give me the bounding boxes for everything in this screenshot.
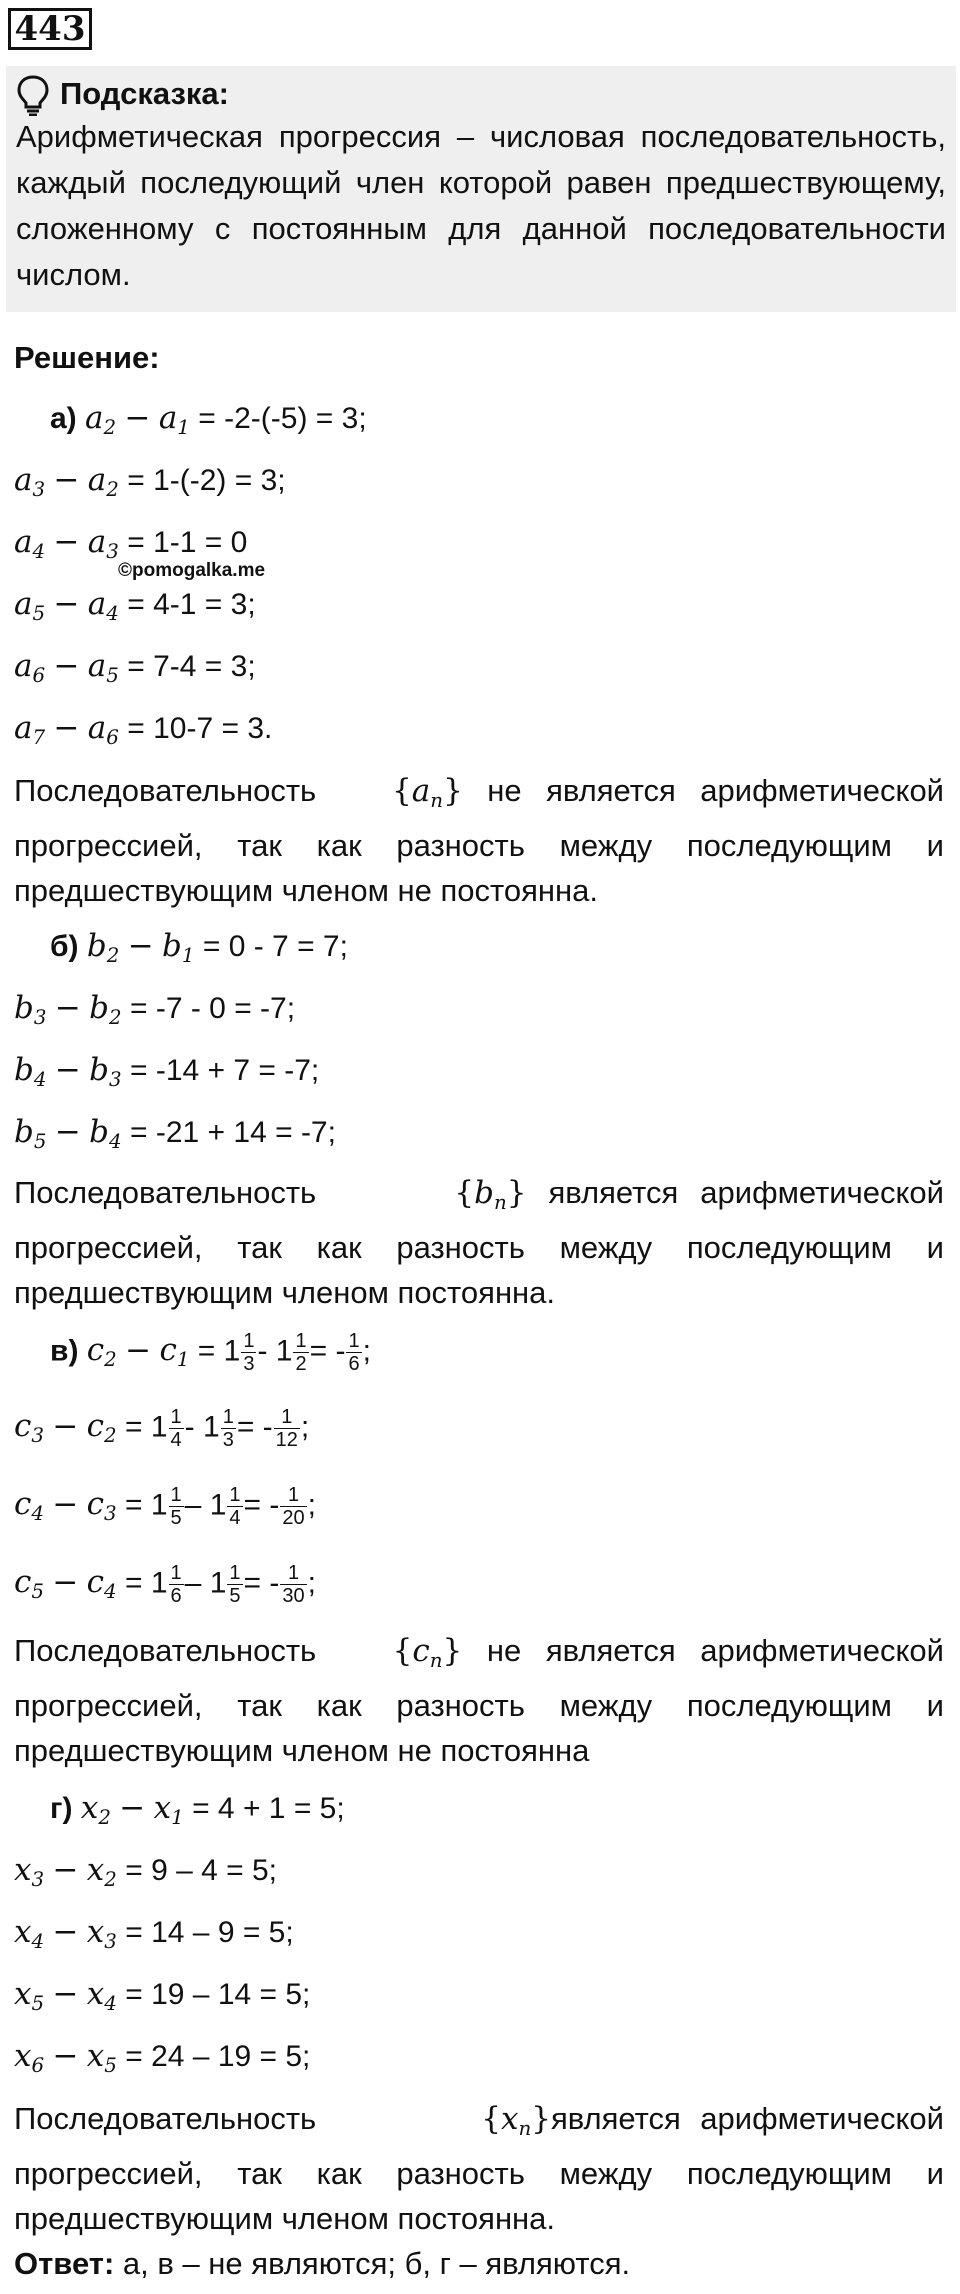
part-b-line-2: $b_3 - b_2 = -7 - 0 = -7$;	[14, 990, 296, 1029]
part-g-line-1: г) $x_2 - x_1 = 4 + 1 = 5$;	[50, 1790, 345, 1829]
part-a-conclusion: Последовательность $\{a_n\}$ не является арифметической прогрессией, так как разность между последующим и предшествующим членом не постоянна.	[14, 773, 945, 908]
equation-text: = -21 + 14 = -7;	[129, 1116, 336, 1149]
part-g-line-4: $x_5 - x_4 = 19 - 14 = 5$;	[14, 1976, 311, 2015]
part-g-line-3: $x_4 - x_3 = 14 - 9 = 5$;	[14, 1914, 294, 1953]
equation-text: = -14 + 7 = -7;	[129, 1054, 320, 1087]
part-b-label: б)	[50, 930, 79, 963]
task-number: 443	[8, 8, 92, 50]
part-a-line-4: $a_5 - a_4 = 4-1 = 3$;	[14, 586, 256, 625]
equation-text: = 19 – 14 = 5;	[125, 1978, 311, 2011]
part-a-label: а)	[50, 402, 77, 435]
part-b-line-1: б) $b_2 - b_1 = 0 - 7 = 7$;	[50, 928, 348, 967]
equation-text: = 14 – 9 = 5;	[125, 1916, 294, 1949]
hint-box	[6, 66, 956, 312]
part-v-conclusion: Последовательность $\{c_n\}$ не является арифметической прогрессией, так как разность между последующим и предшествующим членом не постоянна	[14, 1633, 944, 1768]
hint-text: Арифметическая прогрессия – числовая последовательность, каждый последующий член которой равен предшествующему, сложенному с постоянным для данной последовательности числом.	[16, 119, 946, 292]
equation-text: = 0 - 7 = 7;	[202, 930, 348, 963]
part-g-line-2: $x_3 - x_2 = 9 - 4 = 5$;	[14, 1852, 278, 1891]
equation-text: = 4 + 1 = 5;	[192, 1792, 345, 1825]
answer-label: Ответ:	[14, 2246, 115, 2281]
part-a-line-5: $a_6 - a_5 = 7-4 = 3$;	[14, 648, 256, 687]
solution-title: Решение:	[14, 340, 160, 375]
lightbulb-icon	[16, 74, 50, 116]
part-a-line-3: $a_4 - a_3 = 1-1 = 0$	[14, 524, 248, 563]
part-v-line-4: $c_5 - c_4 = 1$ $\frac{1}{6}$ – 1 $\frac{1}{5}$ = - $\frac{1}{30}$ ;	[14, 1562, 316, 1607]
watermark: ©pomogalka.me	[118, 560, 266, 581]
equation-text: = -7 - 0 = -7;	[129, 992, 296, 1025]
equation-text: = 10-7 = 3.	[127, 712, 273, 745]
part-b-conclusion: Последовательность $\{b_n\}$ является арифметической прогрессией, так как разность между последующим и предшествующим членом постоянна.	[14, 1175, 944, 1310]
equation-text: = 4-1 = 3;	[127, 588, 256, 621]
answer	[14, 2246, 630, 2282]
equation-text: = 9 – 4 = 5;	[125, 1854, 278, 1887]
part-g-conclusion: Последовательность $\{x_n\}является$ арифметической прогрессией, так как разность между последующим и предшествующим членом постоянна.	[14, 2101, 944, 2236]
part-a-line-2: $a_3 - a_2 = 1-(-2) = 3$;	[14, 462, 286, 501]
part-v-line-1: в) $c_2 - c_1 = 1$ $\frac{1}{3}$ - 1 $\frac{1}{2}$ = - $\frac{1}{6}$ ;	[50, 1330, 371, 1375]
equation-text: = 24 – 19 = 5;	[125, 2040, 311, 2073]
equation-text: = 1-(-2) = 3;	[127, 464, 286, 497]
part-g-line-5: $x_6 - x_5 = 24 - 19 = 5$;	[14, 2038, 311, 2077]
equation-text: = 1-1 = 0	[127, 526, 248, 559]
equation-text: = 7-4 = 3;	[127, 650, 256, 683]
answer-text: а, в – не являются; б, г – являются.	[122, 2246, 631, 2281]
part-a-line-1: а) $a_2 - a_1 = -2-(-5) = 3$;	[50, 400, 367, 439]
part-b-line-3: $b_4 - b_3 = -14 + 7 = -7$;	[14, 1052, 320, 1091]
part-b-line-4: $b_5 - b_4 = -21 + 14 = -7$;	[14, 1114, 336, 1153]
part-a-line-6: $a_7 - a_6 = 10-7 = 3$.	[14, 710, 273, 749]
hint-title: Подсказка:	[60, 76, 229, 111]
part-g-label: г)	[50, 1792, 73, 1825]
equation-text: = -2-(-5) = 3;	[198, 402, 367, 435]
part-v-line-2: $c_3 - c_2 = 1$ $\frac{1}{4}$ - 1 $\frac{1}{3}$ = - $\frac{1}{12}$ ;	[14, 1406, 310, 1451]
part-v-label: в)	[50, 1334, 79, 1368]
part-v-line-3: $c_4 - c_3 = 1$ $\frac{1}{5}$ – 1 $\frac{1}{4}$ = - $\frac{1}{20}$ ;	[14, 1484, 316, 1529]
